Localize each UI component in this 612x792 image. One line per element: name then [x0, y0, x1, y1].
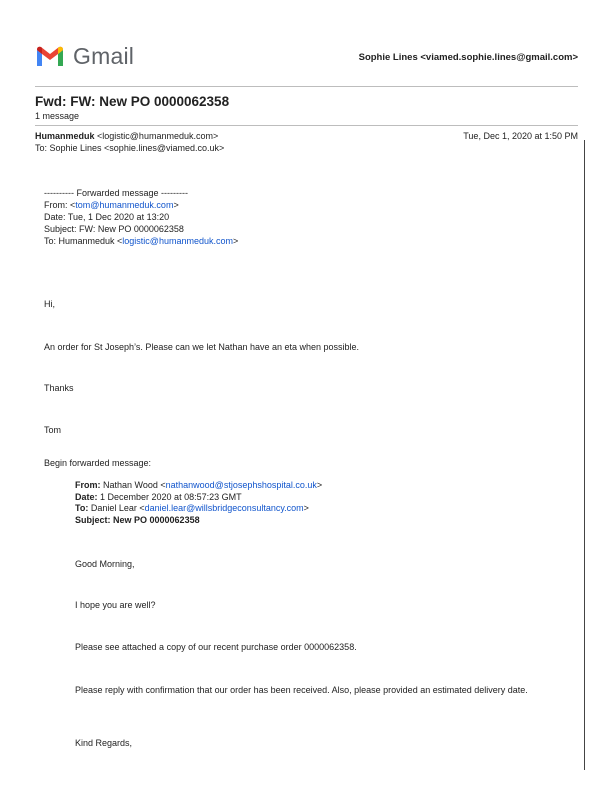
sender-name: Humanmeduk	[35, 131, 95, 141]
nested-subject: Subject: New PO 0000062358	[75, 515, 200, 525]
nested-regards: Kind Regards,	[75, 738, 133, 748]
message-date: Tue, Dec 1, 2020 at 1:50 PM	[463, 131, 578, 141]
body-order-line: An order for St Joseph’s. Please can we let Nathan have an eta when possible.	[44, 342, 360, 352]
nested-from-email-link[interactable]: nathanwood@stjosephshospital.co.uk	[165, 480, 317, 490]
message-count: 1 message	[35, 111, 80, 121]
begin-forwarded: Begin forwarded message:	[44, 458, 152, 468]
nested-reply: Please reply with confirmation that our order has been received. Also, please provided an estimated delivery date.	[75, 685, 528, 695]
forward-from-email-link[interactable]: tom@humanmeduk.com	[75, 200, 174, 210]
forward-date: Date: Tue, 1 Dec 2020 at 13:20	[44, 212, 170, 222]
recipient-line: To: Sophie Lines <sophie.lines@viamed.co.uk>	[35, 143, 225, 153]
nested-hope: I hope you are well?	[75, 600, 156, 610]
account-user: Sophie Lines <viamed.sophie.lines@gmail.com>	[358, 52, 578, 63]
header-divider	[35, 86, 578, 87]
forward-subject: Subject: FW: New PO 0000062358	[44, 224, 184, 234]
sender-line	[35, 131, 218, 141]
forward-to: To: Humanmeduk <logistic@humanmeduk.com>	[44, 236, 239, 246]
gmail-logo-icon	[35, 44, 65, 68]
gmail-wordmark: Gmail	[73, 43, 135, 69]
thread-subject: Fwd: FW: New PO 0000062358	[35, 94, 230, 109]
forward-separator: ---------- Forwarded message ---------	[44, 188, 188, 198]
body-signoff: Tom	[44, 425, 62, 435]
forward-to-email-link[interactable]: logistic@humanmeduk.com	[122, 236, 233, 246]
nested-date: Date: 1 December 2020 at 08:57:23 GMT	[75, 492, 242, 502]
sender-email: <logistic@humanmeduk.com>	[97, 131, 219, 141]
body-greeting: Hi,	[44, 299, 55, 309]
nested-to-email-link[interactable]: daniel.lear@willsbridgeconsultancy.com	[144, 503, 304, 513]
nested-attached: Please see attached a copy of our recent purchase order 0000062358.	[75, 642, 357, 652]
subject-divider	[35, 125, 578, 126]
page-edge-line	[584, 140, 585, 770]
nested-good-morning: Good Morning,	[75, 559, 135, 569]
nested-from: From: Nathan Wood <nathanwood@stjosephshospital.co.uk>	[75, 480, 323, 490]
body-thanks: Thanks	[44, 383, 74, 393]
forward-from: From: <tom@humanmeduk.com>	[44, 200, 179, 210]
nested-to: To: Daniel Lear <daniel.lear@willsbridgeconsultancy.com>	[75, 503, 309, 513]
